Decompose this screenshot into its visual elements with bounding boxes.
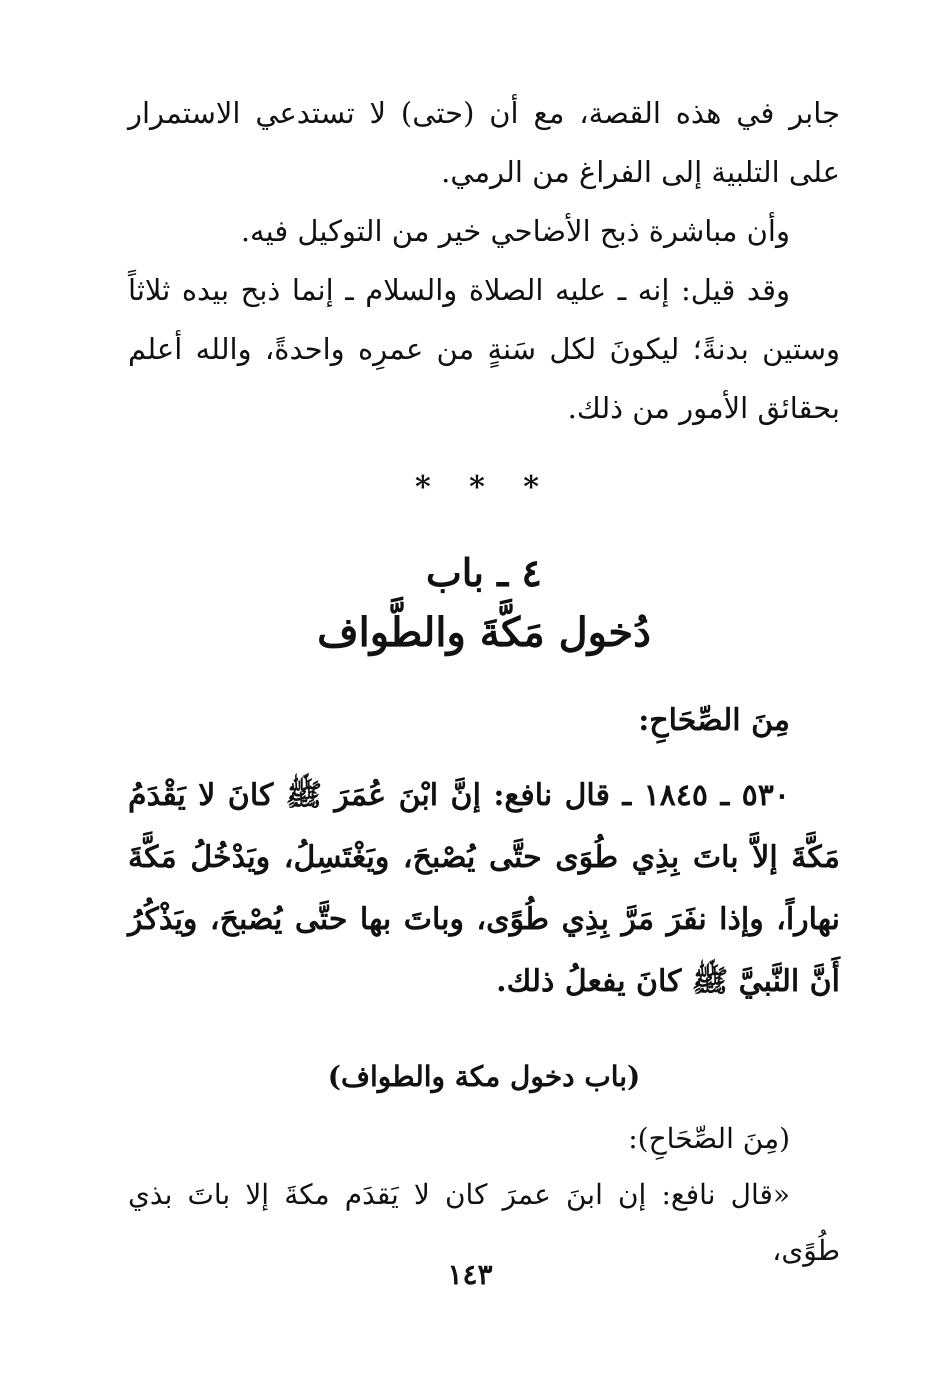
commentary-title: (باب دخول مكة والطواف) (327, 1060, 641, 1093)
intro-paragraph-1: جابر في هذه القصة، مع أن (حتى) لا تستدعي الاستمرار على التلبية إلى الفراغ من الرمي. (128, 96, 840, 189)
hadith-text: ٥٣٠ ـ ١٨٤٥ ـ قال نافع: إنَّ ابْنَ عُمَرَ ﷺ كانَ لا يَقْدَمُ مَكَّةَ إلاَّ باتَ بِذِي طُوَى حتَّى يُصْبحَ، ويَغْتَسِلُ، ويَدْخُلُ مَكَّةَ نهاراً، وإذا نفَرَ مَرَّ بِذِي طُوًى، وباتَ بها حتَّى يُصْبحَ، ويَذْكُرُ أَنَّ النَّبيَّ ﷺ كانَ يفعلُ ذلك. (128, 778, 840, 999)
intro-paragraph-2: وأن مباشرة ذبح الأضاحي خير من التوكيل فيه. (240, 214, 790, 248)
page-number: ١٤٣ (447, 1258, 493, 1291)
commentary-label: (مِنَ الصِّحَاحِ): (628, 1122, 790, 1155)
section-label: مِنَ الصِّحَاحِ: (638, 703, 790, 738)
page-body (128, 84, 840, 1279)
section-separator: * * * (415, 470, 553, 505)
chapter-number: ٤ ـ باب (426, 550, 542, 595)
commentary-text: «قال نافع: إن ابنَ عمرَ كان لا يَقدَم مكةَ إلا باتَ بذي طُوًى، (128, 1178, 840, 1267)
intro-paragraph-3: وقد قيل: إنه ـ عليه الصلاة والسلام ـ إنما ذبح بيده ثلاثاً وستين بدنةً؛ ليكونَ لكل سَنةٍ من عمرِه واحدةً، والله أعلم بحقائق الأمور من ذلك. (128, 273, 840, 425)
chapter-title: دُخول مَكَّةَ والطَّواف (317, 609, 651, 656)
